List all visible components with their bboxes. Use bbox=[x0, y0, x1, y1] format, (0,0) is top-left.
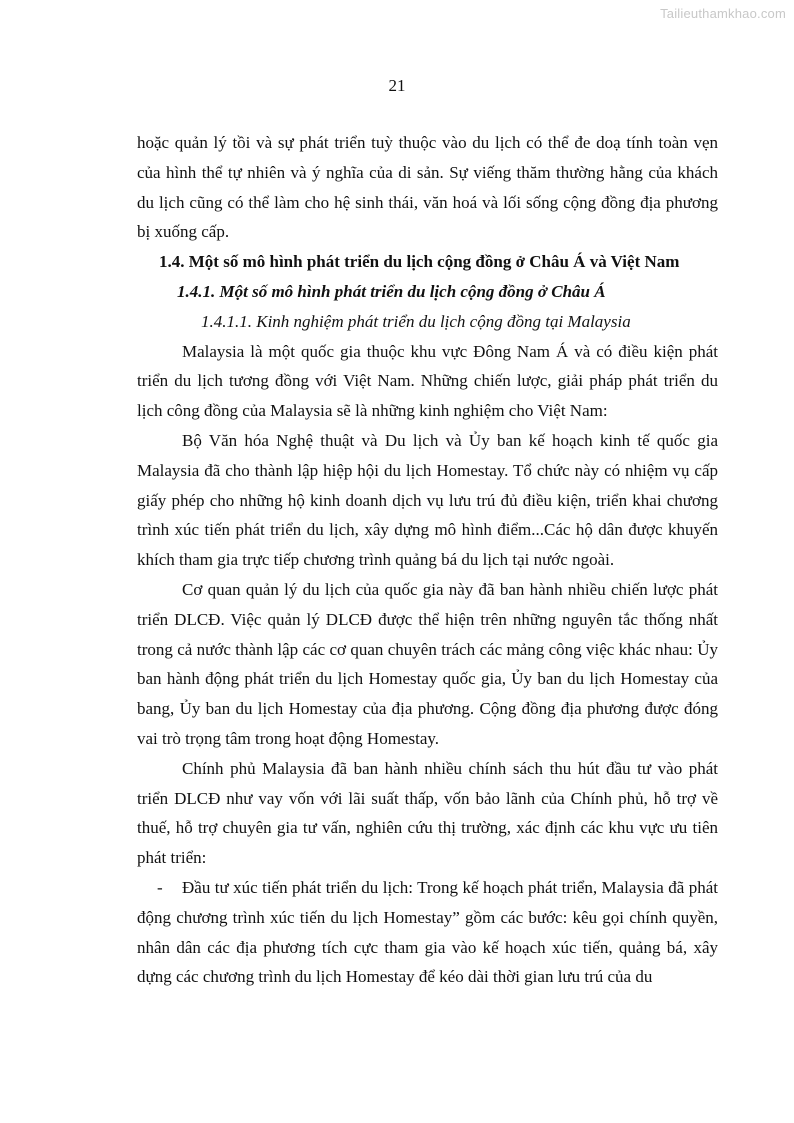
section-heading-1-4: 1.4. Một số mô hình phát triển du lịch cộng đồng ở Châu Á và Việt Nam bbox=[159, 252, 680, 272]
subsection-heading-1-4-1: 1.4.1. Một số mô hình phát triển du lịch cộng đồng ở Châu Á bbox=[177, 281, 606, 301]
bullet-item-investment bbox=[137, 873, 718, 992]
page-number: 21 bbox=[388, 76, 406, 95]
paragraph-government-policy: Chính phủ Malaysia đã ban hành nhiều chính sách thu hút đầu tư vào phát triển DLCĐ như vay vốn với lãi suất thấp, vốn bảo lãnh của Chính phủ, hỗ trợ về thuế, hỗ trợ chuyên gia tư vấn, nghiên cứu thị trường, xác định các khu vực ưu tiên phát triển: bbox=[137, 758, 718, 868]
watermark: Tailieuthamkhao.com bbox=[660, 6, 786, 21]
document-body bbox=[137, 128, 718, 992]
bullet-text: Đầu tư xúc tiến phát triển du lịch: Trong kế hoạch phát triển, Malaysia đã phát động chương trình xúc tiến du lịch Homestay” gồm các bước: kêu gọi chính quyền, nhân dân các địa phương tích cực tham gia vào kế hoạch xúc tiến, quảng bá, xây dựng các chương trình du lịch Homestay để kéo dài thời gian lưu trú của du bbox=[137, 877, 718, 987]
subsubsection-heading-1-4-1-1: 1.4.1.1. Kinh nghiệm phát triển du lịch cộng đồng tại Malaysia bbox=[201, 311, 631, 331]
paragraph-malaysia-intro: Malaysia là một quốc gia thuộc khu vực Đông Nam Á và có điều kiện phát triển du lịch tương đồng với Việt Nam. Những chiến lược, giải pháp phát triển du lịch công đồng của Malaysia sẽ là những kinh nghiệm cho Việt Nam: bbox=[137, 341, 718, 421]
paragraph-continued: hoặc quản lý tồi và sự phát triển tuỳ thuộc vào du lịch có thể đe doạ tính toàn vẹn của hình thể tự nhiên và ý nghĩa của di sản. Sự viếng thăm thường hằng của khách du lịch cũng có thể làm cho hệ sinh thái, văn hoá và lối sống cộng đồng địa phương bị xuống cấp. bbox=[137, 133, 718, 242]
paragraph-management: Cơ quan quản lý du lịch của quốc gia này đã ban hành nhiều chiến lược phát triển DLCĐ. Việc quản lý DLCĐ được thể hiện trên những nguyên tắc thống nhất trong cả nước thành lập các cơ quan chuyên trách các mảng công việc khác nhau: Ủy ban hành động phát triển du lịch Homestay quốc gia, Ủy ban du lịch Homestay của bang, Ủy ban du lịch Homestay của địa phương. Cộng đồng địa phương được đóng vai trò trọng tâm trong hoạt động Homestay. bbox=[137, 579, 718, 748]
bullet-dash: - bbox=[157, 877, 163, 897]
paragraph-homestay-association: Bộ Văn hóa Nghệ thuật và Du lịch và Ủy ban kế hoạch kinh tế quốc gia Malaysia đã cho thành lập hiệp hội du lịch Homestay. Tổ chức này có nhiệm vụ cấp giấy phép cho những hộ kinh doanh dịch vụ lưu trú đủ điều kiện, triển khai chương trình xúc tiến phát triển du lịch, xây dựng mô hình điểm...Các hộ dân được khuyến khích tham gia trực tiếp chương trình quảng bá du lịch tại nước ngoài. bbox=[137, 430, 718, 570]
